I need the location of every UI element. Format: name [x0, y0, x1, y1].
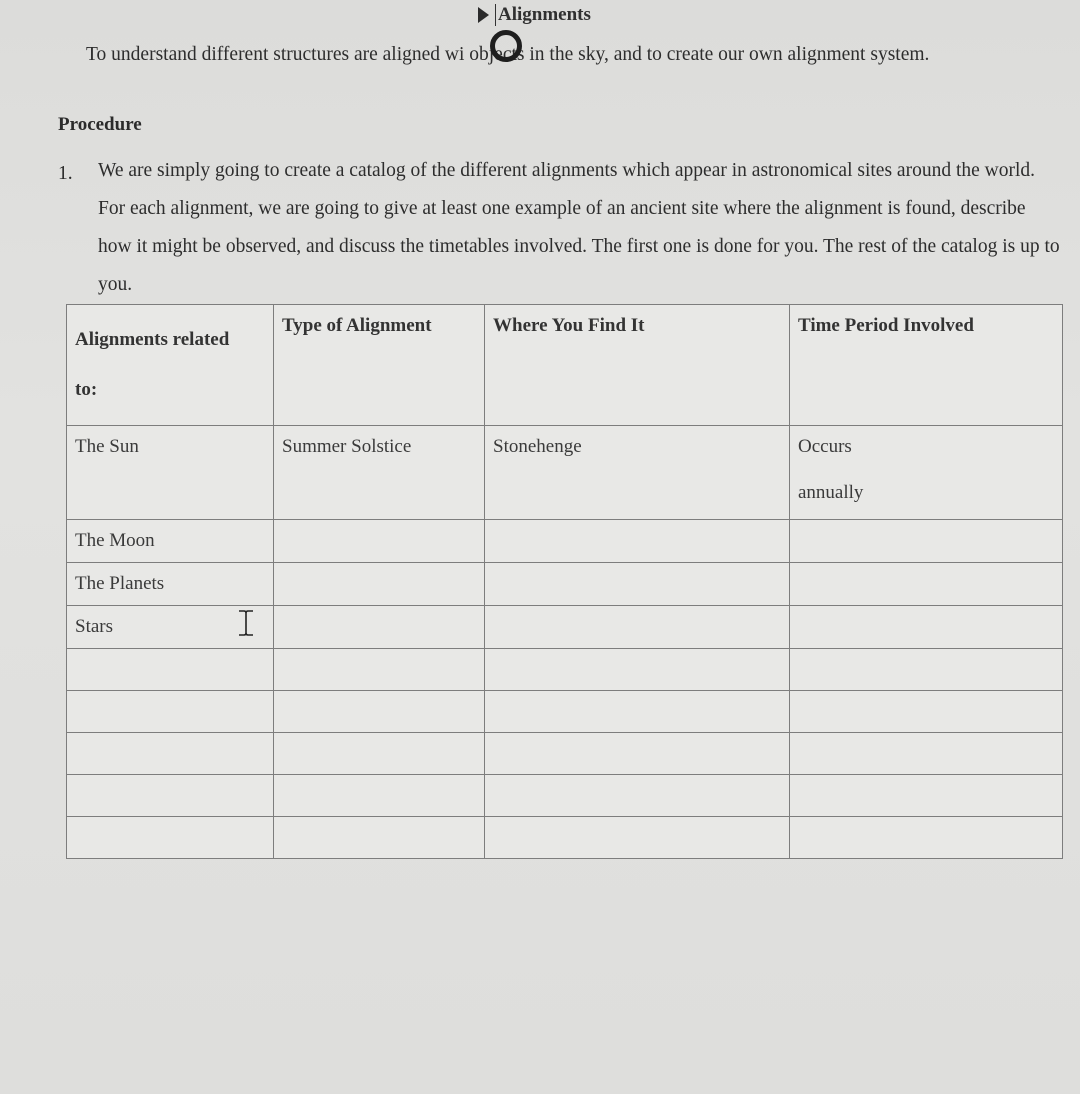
cell-related[interactable] — [67, 649, 274, 691]
cell-where[interactable] — [485, 775, 790, 817]
cell-type[interactable] — [274, 691, 485, 733]
cell-where[interactable]: Stonehenge — [485, 426, 790, 520]
ring-cursor-icon — [490, 30, 522, 62]
table-row — [67, 606, 1063, 649]
cell-related[interactable]: The Sun — [67, 426, 274, 520]
cell-period[interactable] — [790, 691, 1063, 733]
cell-related[interactable]: The Planets — [67, 563, 274, 606]
header-related — [67, 305, 274, 426]
expand-triangle-icon[interactable] — [478, 7, 489, 23]
cell-type[interactable] — [274, 520, 485, 563]
table-row — [67, 691, 1063, 733]
objective-text: To understand different structures are aligned wi objects in the sky, and to create our own alignment system. — [86, 44, 930, 65]
cell-period[interactable] — [790, 606, 1063, 649]
cell-period[interactable] — [790, 733, 1063, 775]
header-where: Where You Find It — [485, 305, 790, 426]
table-row — [67, 817, 1063, 859]
cell-type[interactable] — [274, 606, 485, 649]
cell-where[interactable] — [485, 649, 790, 691]
step-text: We are simply going to create a catalog of the different alignments which appear in astronomical sites around the world. For each alignment, we are going to give at least one example of an ancient site where the alignment is found, describe how it might be observed, and discuss the timetables involved. The first one is done for you. The rest of the catalog is up to you. — [98, 160, 1060, 295]
cell-period[interactable] — [790, 775, 1063, 817]
cell-related[interactable] — [67, 733, 274, 775]
section-heading: Alignments — [495, 4, 591, 26]
cell-period-line2: annually — [798, 482, 864, 503]
table-row — [67, 733, 1063, 775]
table-row — [67, 563, 1063, 606]
cell-type[interactable] — [274, 775, 485, 817]
cell-where[interactable] — [485, 817, 790, 859]
cell-where[interactable] — [485, 733, 790, 775]
cell-related[interactable]: Stars — [67, 606, 274, 649]
header-related-line1: Alignments related — [75, 329, 230, 350]
cell-where[interactable] — [485, 691, 790, 733]
step-number: 1. — [58, 163, 73, 184]
header-type: Type of Alignment — [274, 305, 485, 426]
table-header-row — [67, 305, 1063, 426]
cell-type[interactable] — [274, 563, 485, 606]
header-related-line2: to: — [75, 379, 98, 400]
cell-related[interactable] — [67, 817, 274, 859]
table-row — [67, 775, 1063, 817]
cell-period-line1: Occurs — [798, 436, 852, 457]
cell-where[interactable] — [485, 520, 790, 563]
cell-period[interactable] — [790, 520, 1063, 563]
ibeam-cursor-icon — [238, 610, 254, 636]
cell-period[interactable] — [790, 817, 1063, 859]
cell-related[interactable] — [67, 775, 274, 817]
cell-where[interactable] — [485, 563, 790, 606]
cell-period[interactable] — [790, 649, 1063, 691]
alignment-catalog-table — [66, 304, 1063, 859]
procedure-title: Procedure — [58, 114, 142, 135]
cell-period[interactable] — [790, 426, 1063, 520]
cell-where[interactable] — [485, 606, 790, 649]
header-period: Time Period Involved — [790, 305, 1063, 426]
section-heading-row[interactable] — [478, 4, 591, 26]
cell-related[interactable] — [67, 691, 274, 733]
table-row — [67, 426, 1063, 520]
cell-type[interactable] — [274, 649, 485, 691]
cell-related[interactable]: The Moon — [67, 520, 274, 563]
cell-type[interactable] — [274, 733, 485, 775]
table-row — [67, 649, 1063, 691]
cell-type[interactable] — [274, 817, 485, 859]
cell-type[interactable]: Summer Solstice — [274, 426, 485, 520]
cell-period[interactable] — [790, 563, 1063, 606]
table-row — [67, 520, 1063, 563]
